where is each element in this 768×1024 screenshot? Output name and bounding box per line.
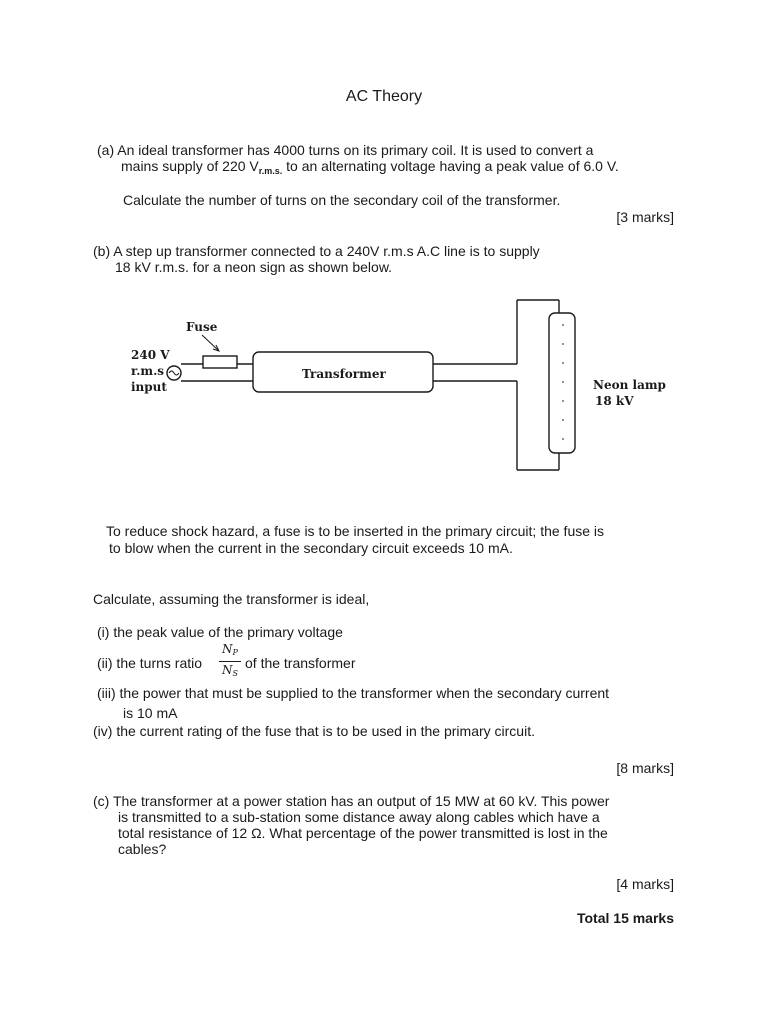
input-label-input: input xyxy=(131,380,167,394)
part-a-line2-post: to an alternating voltage having a peak value of 6.0 V. xyxy=(286,158,619,174)
part-c-line2: is transmitted to a sub-station some distance away along cables which have a xyxy=(118,809,600,825)
part-b-q3-line1: (iii) the power that must be supplied to the transformer when the secondary current xyxy=(97,685,610,701)
input-label-rms: r.m.s xyxy=(131,364,165,378)
part-b-calc-intro: Calculate, assuming the transformer is ideal, xyxy=(93,591,370,607)
part-c-line3: total resistance of 12 Ω. What percentage of the power transmitted is lost in the xyxy=(118,825,608,841)
neon-lamp-voltage: 18 kV xyxy=(595,394,634,408)
fraction-denominator: $N_S$ xyxy=(222,663,238,678)
neon-lamp-label: Neon lamp xyxy=(593,378,666,392)
part-a-question: Calculate the number of turns on the secondary coil of the transformer. xyxy=(123,192,561,208)
part-b-marks: [8 marks] xyxy=(616,760,674,776)
part-b-line2: 18 kV r.m.s. for a neon sign as shown below. xyxy=(115,259,393,275)
part-b-para1: To reduce shock hazard, a fuse is to be inserted in the primary circuit; the fuse is xyxy=(106,523,605,539)
turns-ratio-fraction xyxy=(219,642,241,681)
page-title: AC Theory xyxy=(345,88,423,105)
input-label-voltage: 240 V xyxy=(131,348,170,362)
fraction-numerator: $N_P$ xyxy=(219,642,241,662)
part-a-line2-pre: mains supply of 220 V xyxy=(121,158,259,174)
part-c-line4: cables? xyxy=(118,841,167,857)
part-b-line1: (b) A step up transformer connected to a 240V r.m.s A.C line is to supply xyxy=(93,243,540,259)
rms-subscript: r.m.s. xyxy=(258,166,283,176)
part-b-q2-post: of the transformer xyxy=(245,655,356,671)
fuse-symbol xyxy=(203,356,237,368)
neon-lamp-tube xyxy=(549,313,575,453)
part-b-q3-line2: is 10 mA xyxy=(123,705,178,721)
part-c-marks: [4 marks] xyxy=(616,876,674,892)
part-b-q2-pre: (ii) the turns ratio xyxy=(97,655,203,671)
part-c-line1: (c) The transformer at a power station has an output of 15 MW at 60 kV. This power xyxy=(93,793,610,809)
total-marks: Total 15 marks xyxy=(576,910,674,926)
part-b-para2: to blow when the current in the secondary circuit exceeds 10 mA. xyxy=(109,540,513,556)
transformer-label: Transformer xyxy=(302,367,386,381)
part-a-line1: (a) An ideal transformer has 4000 turns on its primary coil. It is used to convert a xyxy=(97,142,594,158)
fuse-label: Fuse xyxy=(186,320,218,334)
part-b-q4: (iv) the current rating of the fuse that is to be used in the primary circuit. xyxy=(93,723,535,739)
part-a-marks: [3 marks] xyxy=(616,209,674,225)
part-b-q1: (i) the peak value of the primary voltage xyxy=(97,624,343,640)
